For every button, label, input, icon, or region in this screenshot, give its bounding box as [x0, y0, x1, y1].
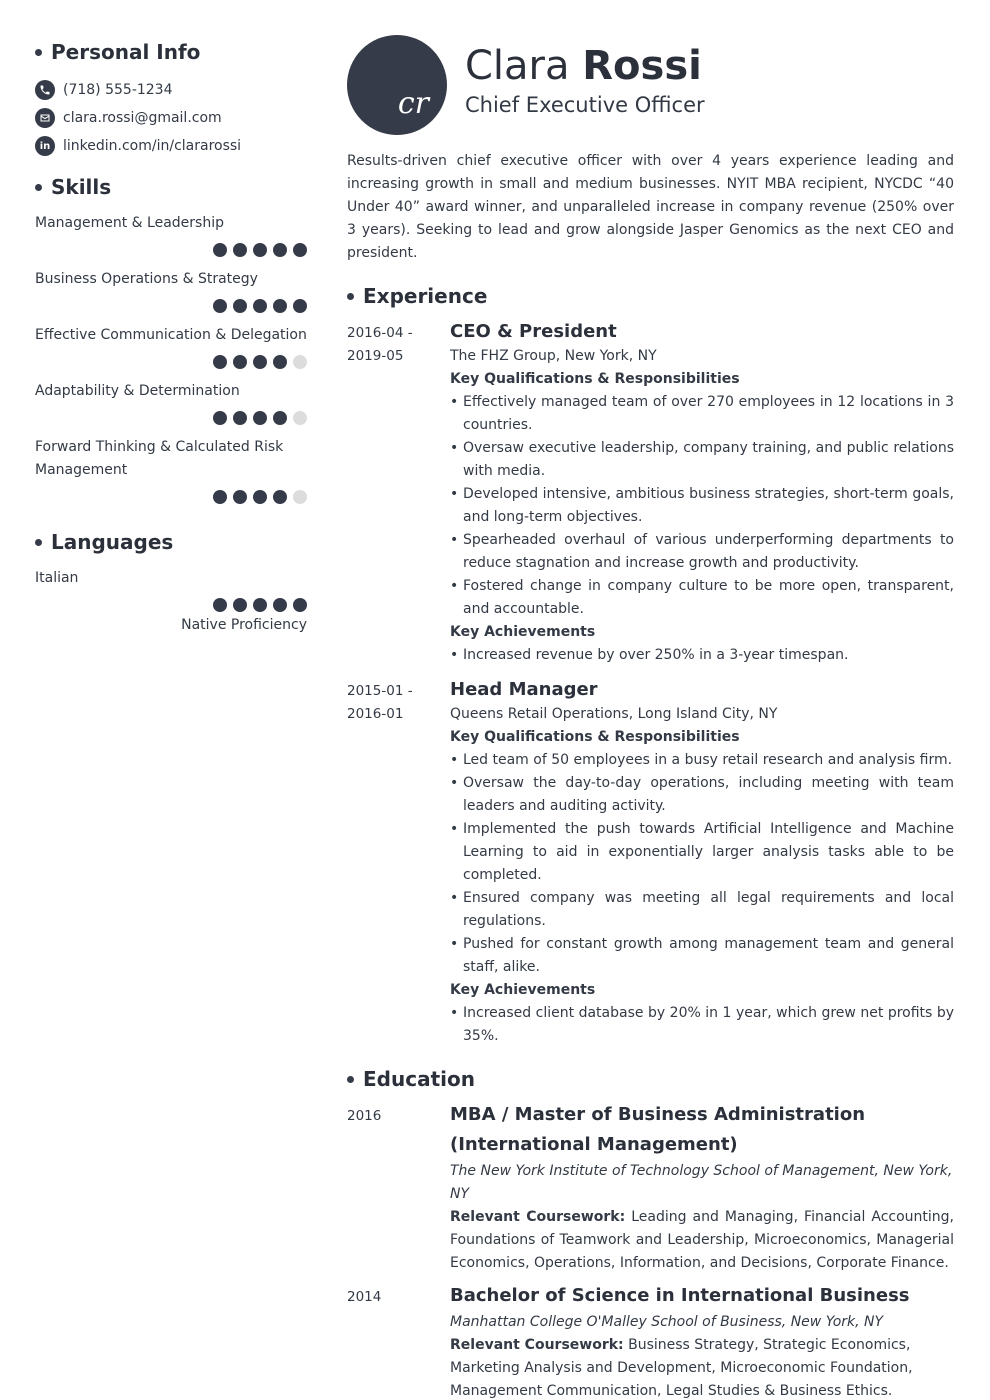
job-date-end: 2016-01: [347, 706, 404, 722]
education-year: 2014: [347, 1289, 382, 1305]
education-heading: Education: [347, 1065, 954, 1093]
rating-dot-filled: [233, 598, 247, 612]
skill-rating: [35, 411, 307, 425]
skill-name: Business Operations & Strategy: [35, 271, 258, 287]
language-proficiency: Native Proficiency: [181, 617, 307, 633]
rating-dot-filled: [233, 411, 247, 425]
linkedin-icon: in: [35, 136, 55, 156]
list-item: • Developed intensive, ambitious business strategies, short-term goals, and long-term objectives.: [450, 483, 954, 529]
rating-dot-filled: [293, 299, 307, 313]
rating-dot-empty: [293, 490, 307, 504]
resume-header: [347, 35, 954, 135]
rating-dot-filled: [213, 598, 227, 612]
rating-dot-filled: [233, 355, 247, 369]
education-body: [450, 1286, 954, 1400]
language-item: [35, 567, 307, 633]
skill-item: [35, 212, 307, 257]
avatar: [347, 35, 447, 135]
skills-heading: Skills: [35, 173, 307, 201]
skill-rating: [35, 243, 307, 257]
achievements-list: [450, 1002, 954, 1048]
experience-entry: [347, 680, 954, 1048]
skill-item: [35, 380, 307, 425]
linkedin-text: linkedin.com/in/clararossi: [63, 138, 242, 154]
languages-heading: Languages: [35, 528, 307, 556]
contact-email[interactable]: [35, 104, 307, 132]
job-company: The FHZ Group, New York, NY: [450, 348, 657, 364]
rating-dot-filled: [253, 299, 267, 313]
rating-dot-filled: [273, 299, 287, 313]
rating-dot-empty: [293, 355, 307, 369]
avatar-initials: cr: [397, 86, 429, 121]
heading-bullet: [347, 1076, 354, 1083]
list-item: • Oversaw the day-to-day operations, including meeting with team leaders and auditing activity.: [450, 772, 954, 818]
list-item: • Led team of 50 employees in a busy retail research and analysis firm.: [450, 749, 954, 772]
list-item: • Oversaw executive leadership, company training, and public relations with media.: [450, 437, 954, 483]
achievements-heading: Key Achievements: [450, 982, 596, 998]
list-item: • Effectively managed team of over 270 employees in 12 locations in 3 countries.: [450, 391, 954, 437]
job-dates: [347, 322, 450, 667]
contact-phone[interactable]: [35, 76, 307, 104]
rating-dot-filled: [213, 243, 227, 257]
skill-rating: [35, 355, 307, 369]
phone-icon: [35, 80, 55, 100]
coursework: [450, 1206, 954, 1275]
degree-title: Bachelor of Science in International Business: [450, 1285, 910, 1306]
skill-rating: [35, 490, 307, 504]
contact-list: [35, 76, 307, 160]
heading-bullet: [35, 184, 42, 191]
coursework-text: Leading and Managing, Financial Accounting, Foundations of Teamwork and Leadership, Microeconomics, Managerial Economics, Operations, Information, and Decisions, Corporate Finance.: [450, 1209, 955, 1271]
skill-item: [35, 268, 307, 313]
main-content: [347, 35, 954, 1400]
education-year: 2016: [347, 1108, 382, 1124]
language-rating: [35, 598, 307, 612]
phone-text: (718) 555-1234: [63, 82, 173, 98]
education-body: [450, 1105, 954, 1275]
qualifications-list: [450, 749, 954, 979]
job-date-start: 2016-04 -: [347, 325, 413, 341]
list-item: • Pushed for constant growth among management team and general staff, alike.: [450, 933, 954, 979]
job-role: Head Manager: [450, 679, 598, 700]
coursework-label: Relevant Coursework:: [450, 1337, 624, 1353]
skill-rating: [35, 299, 307, 313]
rating-dot-filled: [273, 598, 287, 612]
rating-dot-filled: [213, 299, 227, 313]
rating-dot-filled: [273, 243, 287, 257]
list-item: • Spearheaded overhaul of various underperforming departments to reduce stagnation and increase growth and productivity.: [450, 529, 954, 575]
skill-name: Forward Thinking & Calculated Risk Management: [35, 439, 284, 478]
list-item: • Fostered change in company culture to be more open, transparent, and accountable.: [450, 575, 954, 621]
first-name: Clara: [465, 43, 570, 89]
job-company: Queens Retail Operations, Long Island City, NY: [450, 706, 778, 722]
job-date-start: 2015-01 -: [347, 683, 413, 699]
contact-linkedin[interactable]: [35, 132, 307, 160]
coursework: [450, 1334, 954, 1400]
coursework-label: Relevant Coursework:: [450, 1209, 626, 1225]
rating-dot-filled: [213, 355, 227, 369]
experience-heading: Experience: [347, 282, 954, 310]
school-name: Manhattan College O'Malley School of Business, New York, NY: [450, 1314, 884, 1330]
name-block: [465, 41, 705, 117]
job-body: [450, 680, 954, 1048]
rating-dot-filled: [273, 411, 287, 425]
email-text: clara.rossi@gmail.com: [63, 110, 222, 126]
skill-name: Management & Leadership: [35, 215, 224, 231]
qualifications-list: [450, 391, 954, 621]
education-entry: [347, 1286, 954, 1400]
skills-list: [35, 212, 307, 504]
job-title: Chief Executive Officer: [465, 93, 705, 117]
rating-dot-filled: [233, 243, 247, 257]
last-name: Rossi: [582, 43, 702, 89]
qualifications-heading: Key Qualifications & Responsibilities: [450, 729, 740, 745]
skill-item: [35, 436, 307, 504]
rating-dot-filled: [273, 355, 287, 369]
school-name: The New York Institute of Technology School of Management, New York, NY: [450, 1163, 953, 1202]
job-body: [450, 322, 954, 667]
skill-name: Effective Communication & Delegation: [35, 327, 307, 343]
list-item: • Increased revenue by over 250% in a 3-year timespan.: [450, 644, 954, 667]
rating-dot-filled: [253, 411, 267, 425]
skill-name: Adaptability & Determination: [35, 383, 240, 399]
full-name: [465, 41, 705, 91]
rating-dot-filled: [273, 490, 287, 504]
achievements-heading: Key Achievements: [450, 624, 596, 640]
summary: Results-driven chief executive officer with over 4 years experience leading and increasing growth in small and medium businesses. NYIT MBA recipient, NYCDC “40 Under 40” award winner, and unparalleled increase in company revenue (250% over 3 years). Seeking to lead and grow alongside Jasper Genomics as the next CEO and president.: [347, 153, 954, 261]
education-entry: [347, 1105, 954, 1275]
rating-dot-filled: [253, 243, 267, 257]
rating-dot-filled: [233, 490, 247, 504]
skill-item: [35, 324, 307, 369]
qualifications-heading: Key Qualifications & Responsibilities: [450, 371, 740, 387]
list-item: • Implemented the push towards Artificial Intelligence and Machine Learning to aid in exponentially larger analysis tasks able to be completed.: [450, 818, 954, 887]
rating-dot-filled: [293, 598, 307, 612]
rating-dot-filled: [213, 411, 227, 425]
personal-info-heading: Personal Info: [35, 38, 307, 66]
job-dates: [347, 680, 450, 1048]
language-name: Italian: [35, 570, 79, 586]
achievements-list: [450, 644, 954, 667]
rating-dot-empty: [293, 411, 307, 425]
rating-dot-filled: [253, 355, 267, 369]
rating-dot-filled: [293, 243, 307, 257]
sidebar: [35, 38, 307, 633]
rating-dot-filled: [233, 299, 247, 313]
list-item: • Increased client database by 20% in 1 year, which grew net profits by 35%.: [450, 1002, 954, 1048]
rating-dot-filled: [253, 490, 267, 504]
job-role: CEO & President: [450, 321, 617, 342]
heading-bullet: [347, 293, 354, 300]
coursework-text: Business Strategy, Strategic Economics, Marketing Analysis and Development, Microeconomic Foundation, Management Communication, Legal Studies & Business Ethics.: [450, 1337, 913, 1399]
job-date-end: 2019-05: [347, 348, 404, 364]
experience-entry: [347, 322, 954, 667]
email-icon: [35, 108, 55, 128]
degree-title: MBA / Master of Business Administration (International Management): [450, 1104, 866, 1155]
list-item: • Ensured company was meeting all legal requirements and local regulations.: [450, 887, 954, 933]
rating-dot-filled: [213, 490, 227, 504]
heading-bullet: [35, 539, 42, 546]
rating-dot-filled: [253, 598, 267, 612]
heading-bullet: [35, 49, 42, 56]
